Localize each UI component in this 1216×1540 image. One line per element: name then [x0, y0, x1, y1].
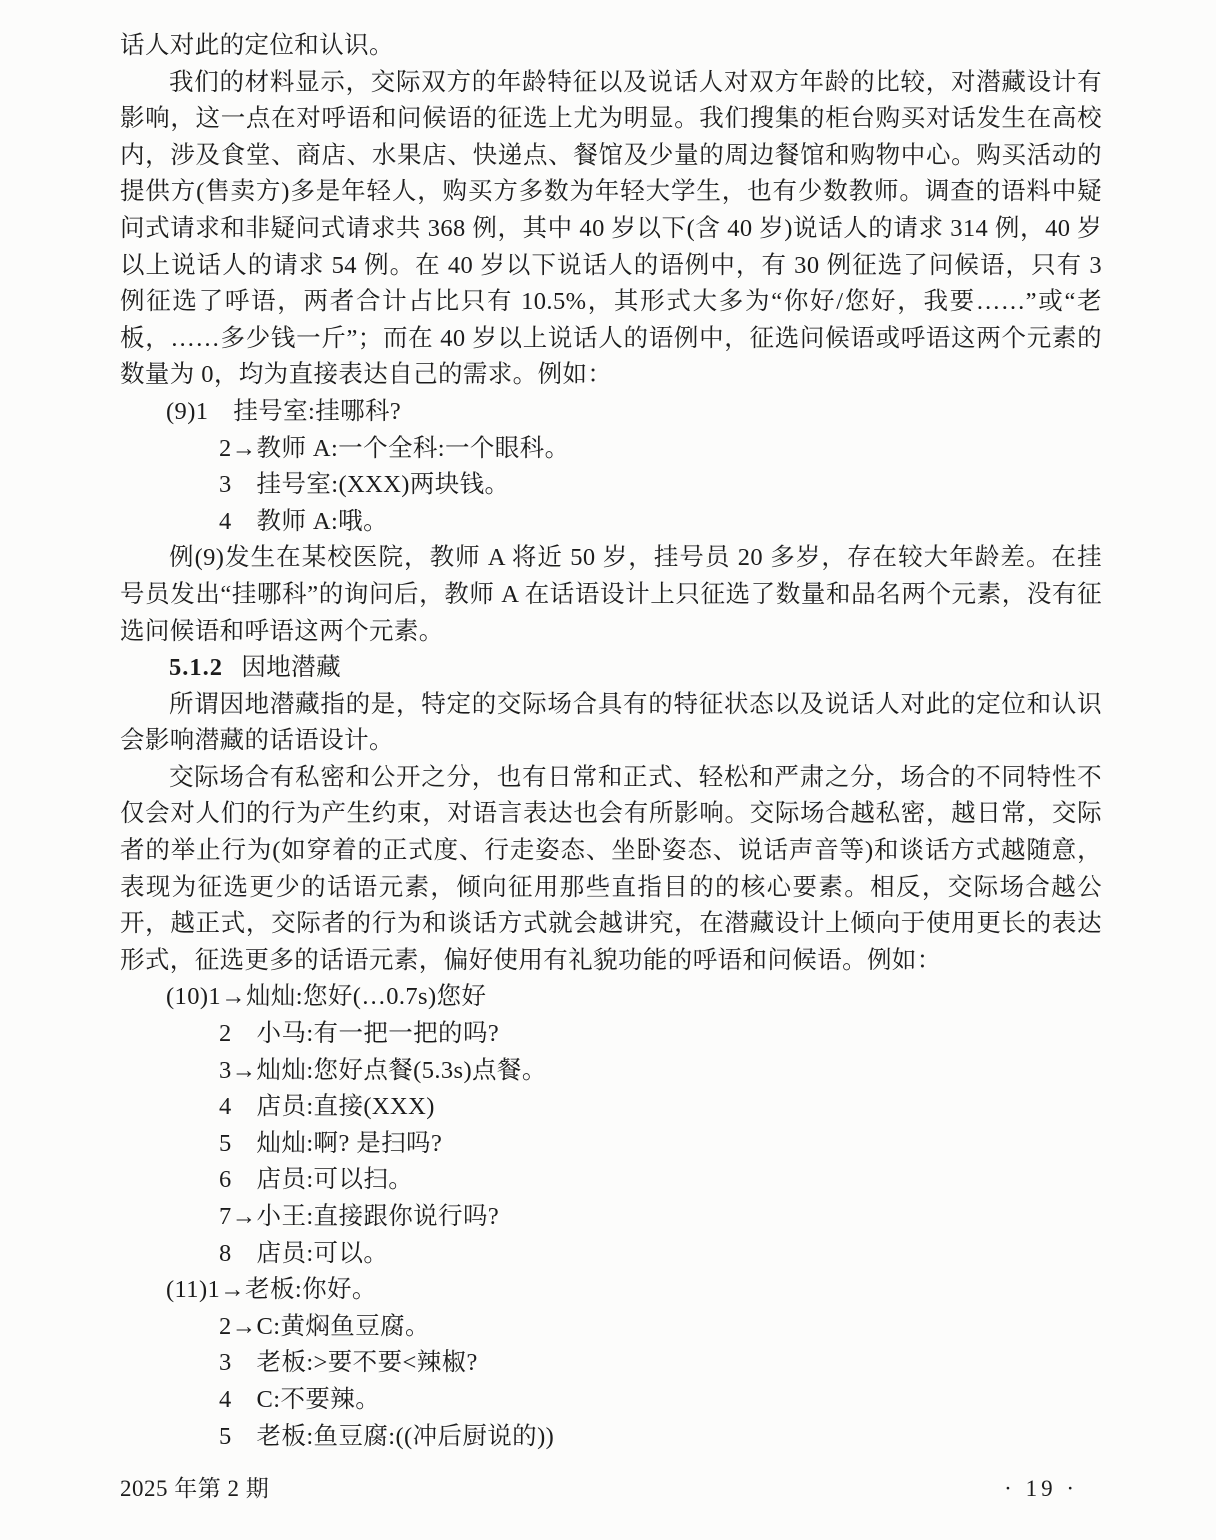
transcript-line: (10)1→灿灿:您好(…0.7s)您好: [166, 983, 487, 1011]
page-footer: [120, 1474, 1102, 1504]
transcript-line: 4 C:不要辣。: [219, 1385, 381, 1413]
transcript-line: 4 店员:直接(XXX): [219, 1093, 435, 1121]
section-title: 因地潜藏: [241, 654, 341, 682]
transcript-line: 2→C:黄焖鱼豆腐。: [219, 1312, 430, 1340]
section-number: 5.1.2: [169, 654, 223, 682]
transcript-line: 5 灿灿:啊? 是扫吗?: [219, 1129, 443, 1157]
paragraph: 所谓因地潜藏指的是，特定的交际场合具有的特征状态以及说话人对此的定位和认识会影响潜藏的话语设计。: [120, 690, 1102, 755]
transcript-line: 8 店员:可以。: [219, 1239, 389, 1267]
transcript-line: 3 老板:>要不要<辣椒?: [219, 1349, 478, 1377]
section-heading: [120, 650, 1102, 687]
transcript-line: 6 店员:可以扫。: [219, 1166, 414, 1194]
transcript-line: 2→教师 A:一个全科:一个眼科。: [219, 434, 570, 462]
paragraph: 交际场合有私密和公开之分，也有日常和正式、轻松和严肃之分，场合的不同特性不仅会对人们的行为产生约束，对语言表达也会有所影响。交际场合越私密，越日常，交际者的举止行为(如穿着的正式度、行走姿态、坐卧姿态、说话声音等)和谈话方式越随意，表现为征选更少的话语元素，倾向征用那些直指目的的核心要素。相反，交际场合越公开，越正式，交际者的行为和谈话方式就会越讲究，在潜藏设计上倾向于使用更长的表达形式，征选更多的话语元素，偏好使用有礼貌功能的呼语和问候语。例如：: [120, 763, 1102, 974]
transcript-line: 5 老板:鱼豆腐:((冲后厨说的)): [219, 1422, 555, 1450]
transcript-line: 7→小王:直接跟你说行吗?: [219, 1203, 500, 1230]
journal-issue-label: 2025 年第 2 期: [120, 1476, 270, 1501]
transcript-line: 4 教师 A:哦。: [219, 507, 388, 535]
paragraph: 例(9)发生在某校医院，教师 A 将近 50 岁，挂号员 20 多岁，存在较大年龄差。在挂号员发出“挂哪科”的询问后，教师 A 在话语设计上只征选了数量和品名两个元素，没有征选问候语和呼语这两个元素。: [120, 544, 1102, 645]
paragraph: 我们的材料显示，交际双方的年龄特征以及说话人对双方年龄的比较，对潜藏设计有影响，这一点在对呼语和问候语的征选上尤为明显。我们搜集的柜台购买对话发生在高校内，涉及食堂、商店、水果店、快递点、餐馆及少量的周边餐馆和购物中心。购买活动的提供方(售卖方)多是年轻人，购买方多数为年轻大学生，也有少数教师。调查的语料中疑问式请求和非疑问式请求共 368 例，其中 40 岁以下(含 40 岁)说话人的请求 314 例，40 岁以上说话人的请求 54 例。在 40 岁以下说话人的语例中，有 30 例征选了问候语，只有 3 例征选了呼语，两者合计占比只有 10.5%，其形式大多为“你好/您好，我要……”或“老板，……多少钱一斤”；而在 40 岁以上说话人的语例中，征选问候语或呼语这两个元素的数量为 0，均为直接表达自己的需求。例如：: [120, 68, 1102, 389]
article-body: [120, 28, 1102, 1455]
transcript-line: 2 小马:有一把一把的吗?: [219, 1020, 500, 1048]
transcript-line: 3 挂号室:(XXX)两块钱。: [219, 471, 510, 499]
transcript-line: (11)1→老板:你好。: [166, 1276, 377, 1304]
transcript-line: 3→灿灿:您好点餐(5.3s)点餐。: [219, 1056, 547, 1084]
page-number: · 19 ·: [1004, 1476, 1078, 1501]
transcript-line: (9)1 挂号室:挂哪科?: [166, 397, 402, 425]
paragraph: 话人对此的定位和认识。: [120, 32, 394, 59]
